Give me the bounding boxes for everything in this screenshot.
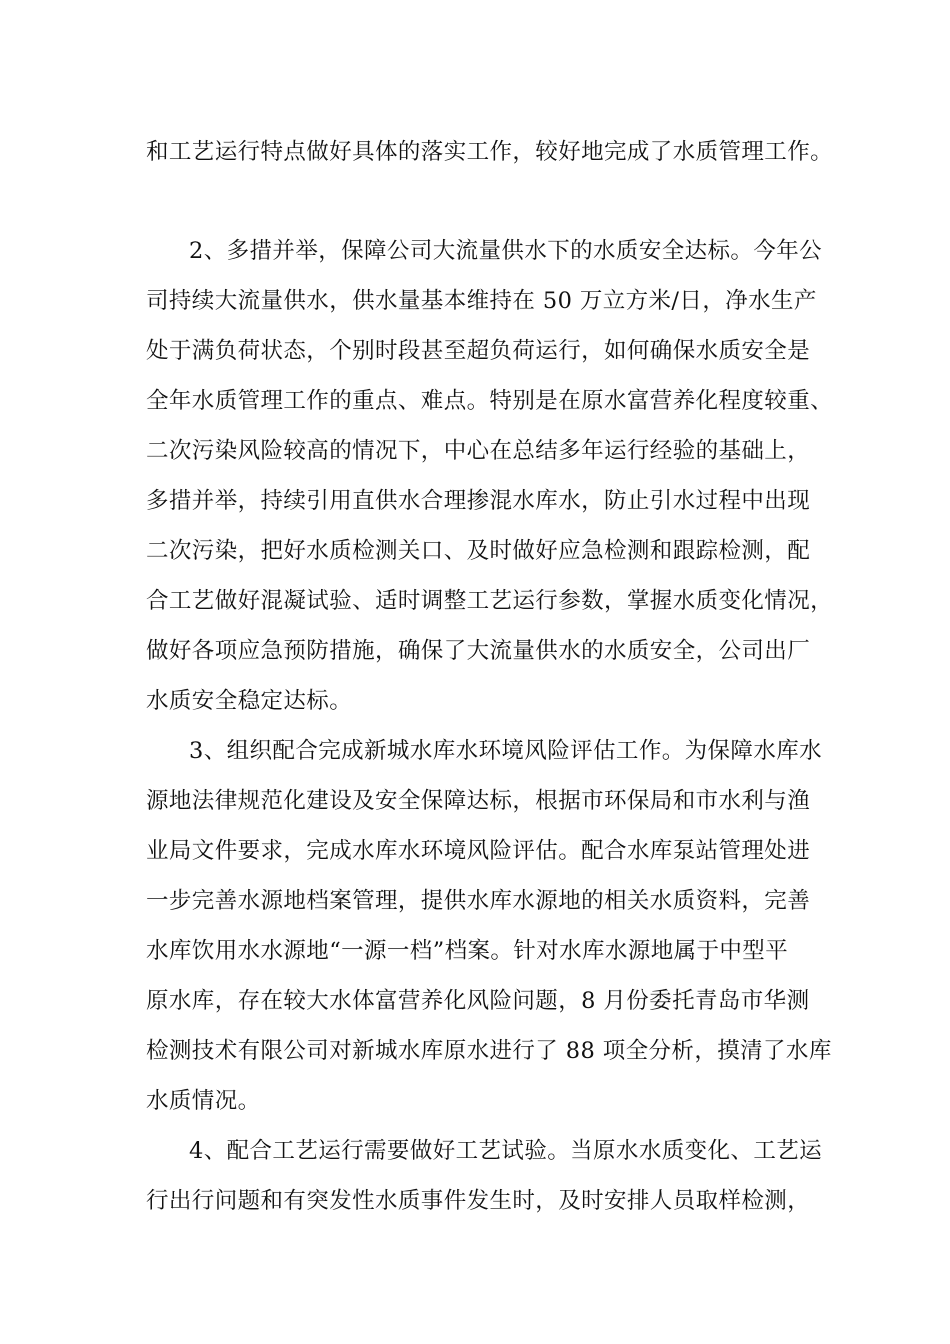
text-line: 业局文件要求，完成水库水环境风险评估。配合水库泵站管理处进 — [146, 838, 811, 864]
text-line: 合工艺做好混凝试验、适时调整工艺运行参数，掌握水质变化情况， — [146, 588, 834, 614]
text-line: 源地法律规范化建设及安全保障达标，根据市环保局和市水利与渔 — [146, 788, 811, 814]
text-line: 水质情况。 — [146, 1088, 261, 1114]
text-line: 水质安全稳定达标。 — [146, 688, 353, 714]
paragraph-2-heading-line: 2、多措并举，保障公司大流量供水下的水质安全达标。今年公 — [189, 238, 823, 264]
paragraph-3-heading-line: 3、组织配合完成新城水库水环境风险评估工作。为保障水库水 — [189, 738, 823, 764]
text-line: 司持续大流量供水，供水量基本维持在 50 万立方米/日，净水生产 — [146, 288, 817, 314]
text-line: 二次污染，把好水质检测关口、及时做好应急检测和跟踪检测，配 — [146, 538, 811, 564]
text-line: 多措并举，持续引用直供水合理掺混水库水，防止引水过程中出现 — [146, 488, 811, 514]
text-line: 原水库，存在较大水体富营养化风险问题，8 月份委托青岛市华测 — [146, 988, 810, 1014]
text-line: 行出行问题和有突发性水质事件发生时，及时安排人员取样检测， — [146, 1188, 811, 1214]
text-line: 检测技术有限公司对新城水库原水进行了 88 项全分析，摸清了水库 — [146, 1038, 832, 1064]
text-line: 二次污染风险较高的情况下，中心在总结多年运行经验的基础上， — [146, 438, 811, 464]
text-line: 全年水质管理工作的重点、难点。特别是在原水富营养化程度较重、 — [146, 388, 834, 414]
paragraph-4-heading-line: 4、配合工艺运行需要做好工艺试验。当原水水质变化、工艺运 — [189, 1138, 823, 1164]
text-line: 和工艺运行特点做好具体的落实工作，较好地完成了水质管理工作。 — [146, 139, 834, 165]
text-line: 一步完善水源地档案管理，提供水库水源地的相关水质资料，完善 — [146, 888, 811, 914]
text-line: 做好各项应急预防措施，确保了大流量供水的水质安全，公司出厂 — [146, 638, 811, 664]
text-line: 水库饮用水水源地“一源一档”档案。针对水库水源地属于中型平 — [146, 938, 789, 964]
text-line: 处于满负荷状态，个别时段甚至超负荷运行，如何确保水质安全是 — [146, 338, 811, 364]
